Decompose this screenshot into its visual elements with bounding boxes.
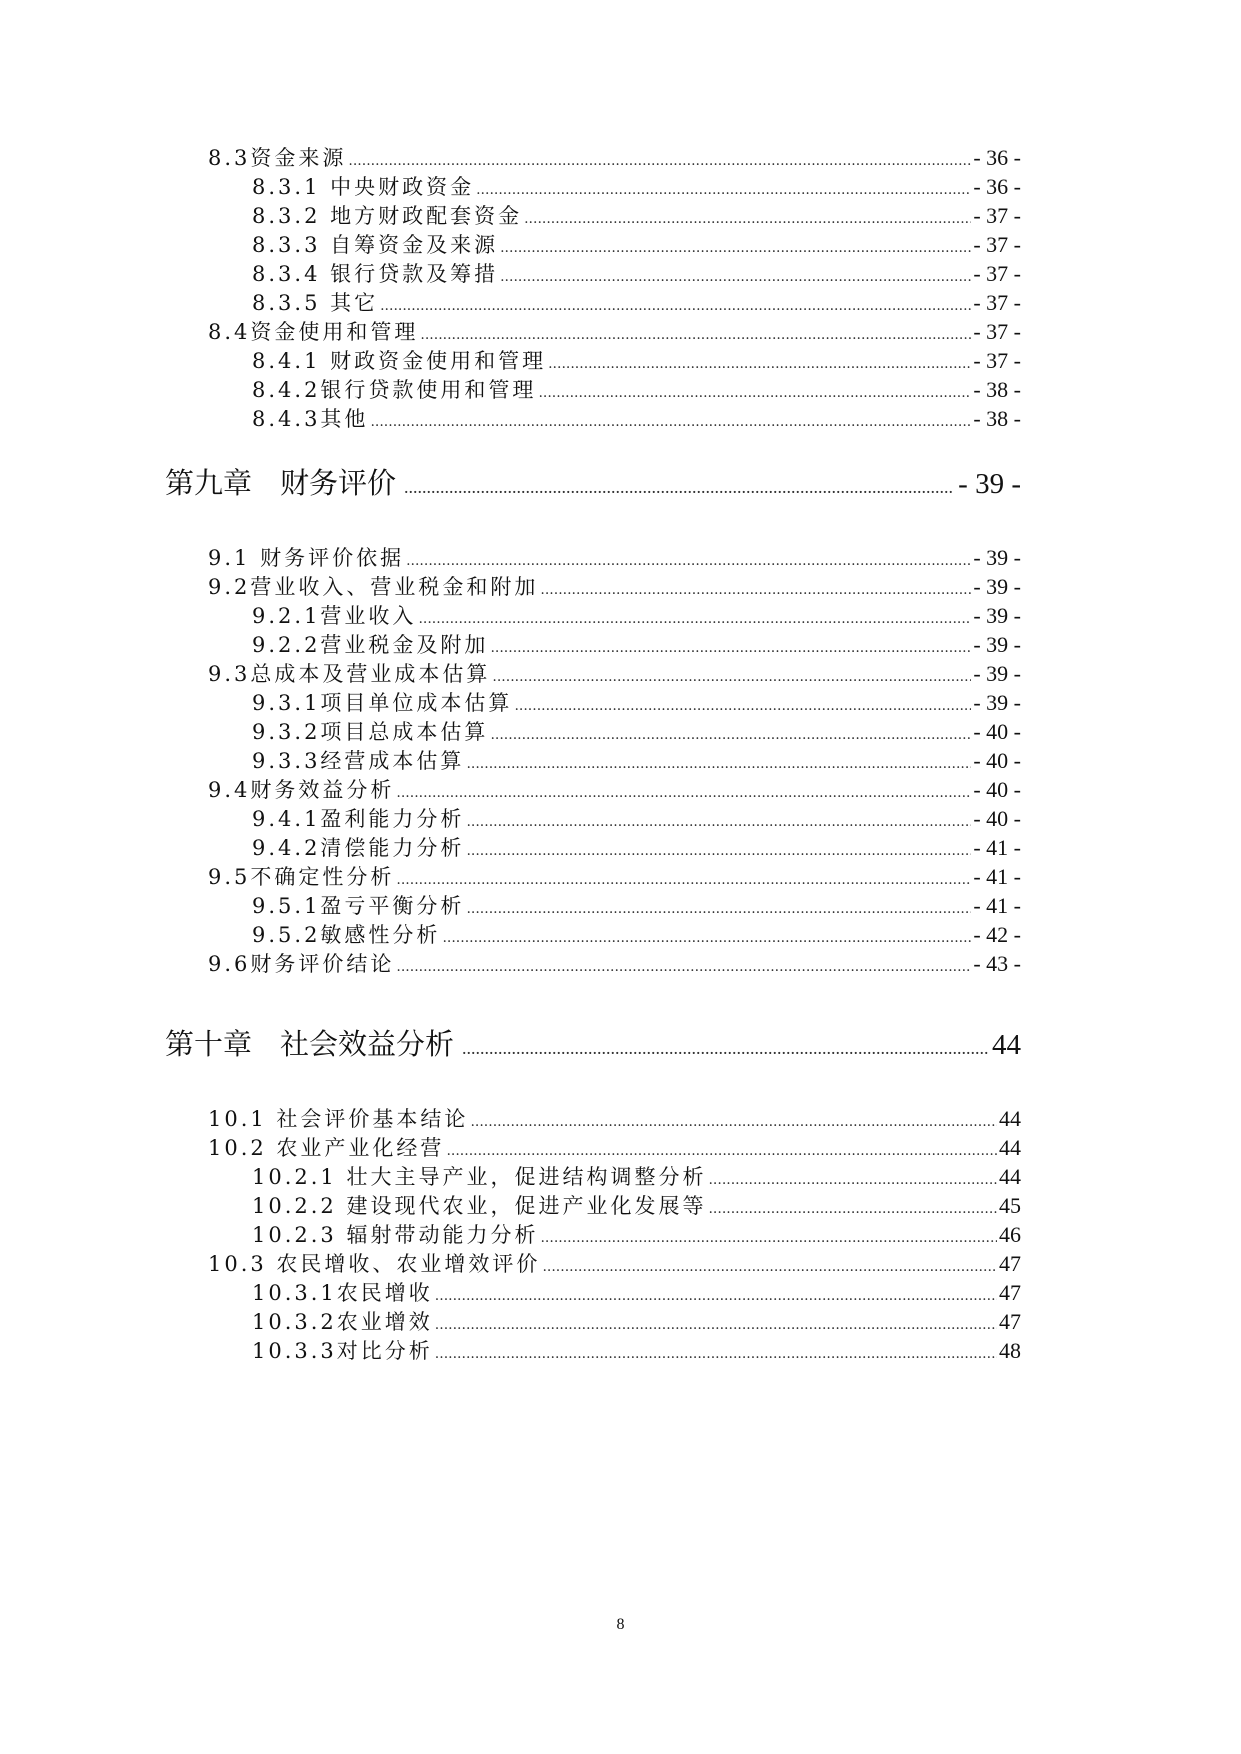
toc-entry-title: 10.2.1 壮大主导产业，促进结构调整分析 — [252, 1165, 707, 1189]
toc-page-number: - 36 - — [973, 145, 1021, 170]
toc-page-number: 44 — [999, 1135, 1021, 1160]
toc-entry-title: 9.5.2敏感性分析 — [252, 923, 441, 947]
toc-entry-title: 9.4.2清偿能力分析 — [252, 836, 465, 860]
toc-subsection-entry[interactable] — [252, 688, 1021, 718]
toc-entry-title: 10.3.1农民增收 — [252, 1281, 433, 1305]
toc-page-number: - 39 - — [973, 661, 1021, 686]
toc-page-number: 45 — [999, 1193, 1021, 1218]
toc-page-number: - 37 - — [973, 319, 1021, 344]
toc-section-entry[interactable] — [208, 1104, 1021, 1134]
toc-subsection-entry[interactable] — [252, 1162, 1021, 1192]
toc-entry-title: 8.4.3其他 — [252, 407, 369, 431]
toc-entry-title: 10.3.3对比分析 — [252, 1339, 433, 1363]
toc-entry-title: 9.3.3经营成本估算 — [252, 749, 465, 773]
toc-page-number: - 37 - — [973, 261, 1021, 286]
toc-page-number: - 40 - — [973, 719, 1021, 744]
toc-section-entry[interactable] — [208, 1133, 1021, 1163]
toc-section-entry[interactable] — [208, 543, 1021, 573]
toc-page-number: - 43 - — [973, 951, 1021, 976]
toc-entry-title: 9.3总成本及营业成本估算 — [208, 662, 491, 686]
toc-entry-title: 8.4.1 财政资金使用和管理 — [252, 349, 547, 373]
toc-subsection-entry[interactable] — [252, 230, 1021, 260]
toc-subsection-entry[interactable] — [252, 833, 1021, 863]
toc-section-entry[interactable] — [208, 1249, 1021, 1279]
toc-entry-title: 9.5.1盈亏平衡分析 — [252, 894, 465, 918]
toc-subsection-entry[interactable] — [252, 201, 1021, 231]
toc-entry-title: 9.3.1项目单位成本估算 — [252, 691, 513, 715]
dot-leader — [462, 1026, 988, 1070]
toc-subsection-entry[interactable] — [252, 172, 1021, 202]
toc-entry-title: 9.3.2项目总成本估算 — [252, 720, 489, 744]
toc-entry-title: 10.2.2 建设现代农业，促进产业化发展等 — [252, 1194, 707, 1218]
toc-entry-title: 8.3.5 其它 — [252, 291, 379, 315]
toc-section-entry[interactable] — [208, 949, 1021, 979]
toc-section-entry[interactable] — [208, 572, 1021, 602]
toc-section-entry[interactable] — [208, 775, 1021, 805]
toc-entry-title: 10.2 农业产业化经营 — [208, 1136, 445, 1160]
toc-entry-title: 9.2营业收入、营业税金和附加 — [208, 575, 539, 599]
chapter-number: 第十章 — [165, 1027, 253, 1061]
toc-page-number: - 40 - — [973, 748, 1021, 773]
toc-entry-title: 9.5不确定性分析 — [208, 865, 395, 889]
toc-page-number: - 39 - — [973, 545, 1021, 570]
toc-subsection-entry[interactable] — [252, 1307, 1021, 1337]
toc-page-number: - 40 - — [973, 777, 1021, 802]
toc-subsection-entry[interactable] — [252, 804, 1021, 834]
toc-page-number: - 37 - — [973, 348, 1021, 373]
toc-subsection-entry[interactable] — [252, 375, 1021, 405]
toc-entry-title: 8.4.2银行贷款使用和管理 — [252, 378, 537, 402]
toc-subsection-entry[interactable] — [252, 601, 1021, 631]
toc-subsection-entry[interactable] — [252, 1278, 1021, 1308]
toc-subsection-entry[interactable] — [252, 717, 1021, 747]
toc-page-number: - 36 - — [973, 174, 1021, 199]
toc-subsection-entry[interactable] — [252, 746, 1021, 776]
toc-chapter-heading[interactable] — [165, 461, 1021, 505]
toc-subsection-entry[interactable] — [252, 1220, 1021, 1250]
toc-page-number: 48 — [999, 1338, 1021, 1363]
toc-entry-title: 9.4财务效益分析 — [208, 778, 395, 802]
toc-entry-title: 10.3 农民增收、农业增效评价 — [208, 1252, 541, 1276]
toc-page-number: 44 — [999, 1164, 1021, 1189]
toc-page-number: - 42 - — [973, 922, 1021, 947]
toc-entry-title: 9.2.1营业收入 — [252, 604, 417, 628]
toc-page-number: - 40 - — [973, 806, 1021, 831]
toc-page-number: - 39 - — [973, 574, 1021, 599]
toc-section-entry[interactable] — [208, 659, 1021, 689]
toc-page-number: - 39 - — [973, 603, 1021, 628]
toc-page-number: - 41 - — [973, 864, 1021, 889]
toc-subsection-entry[interactable] — [252, 630, 1021, 660]
toc-subsection-entry[interactable] — [252, 288, 1021, 318]
toc-entry-title: 8.3.3 自筹资金及来源 — [252, 233, 499, 257]
toc-entry-title: 8.3.1 中央财政资金 — [252, 175, 475, 199]
toc-entry-title: 8.3.4 银行贷款及筹措 — [252, 262, 499, 286]
toc-subsection-entry[interactable] — [252, 346, 1021, 376]
toc-section-entry[interactable] — [208, 317, 1021, 347]
toc-chapter-heading[interactable] — [165, 1022, 1021, 1066]
chapter-title: 社会效益分析 — [280, 1027, 455, 1061]
toc-page-number: - 38 - — [973, 377, 1021, 402]
toc-entry-title: 8.3资金来源 — [208, 146, 347, 170]
toc-page-number: - 41 - — [973, 893, 1021, 918]
toc-section-entry[interactable] — [208, 862, 1021, 892]
chapter-number: 第九章 — [165, 466, 253, 500]
toc-entry-title: 10.3.2农业增效 — [252, 1310, 433, 1334]
toc-page-number: - 39 - — [973, 632, 1021, 657]
toc-page-number: 44 — [992, 1029, 1021, 1061]
toc-entry-title: 10.1 社会评价基本结论 — [208, 1107, 469, 1131]
toc-page-number: - 37 - — [973, 290, 1021, 315]
toc-subsection-entry[interactable] — [252, 1191, 1021, 1221]
dot-leader — [435, 1339, 997, 1369]
toc-entry-title: 10.2.3 辐射带动能力分析 — [252, 1223, 539, 1247]
chapter-title: 财务评价 — [280, 466, 397, 500]
dot-leader — [404, 465, 954, 509]
toc-entry-title: 8.3.2 地方财政配套资金 — [252, 204, 523, 228]
toc-page-number: 46 — [999, 1222, 1021, 1247]
toc-section-entry[interactable] — [208, 143, 1021, 173]
toc-subsection-entry[interactable] — [252, 891, 1021, 921]
dot-leader — [370, 407, 971, 437]
toc-page-number: 47 — [999, 1251, 1021, 1276]
toc-subsection-entry[interactable] — [252, 920, 1021, 950]
toc-entry-title: 9.4.1盈利能力分析 — [252, 807, 465, 831]
toc-page-number: - 38 - — [973, 406, 1021, 431]
toc-page-number: - 37 - — [973, 232, 1021, 257]
dot-leader — [396, 952, 971, 982]
toc-subsection-entry[interactable] — [252, 404, 1021, 434]
toc-page-number: 47 — [999, 1280, 1021, 1305]
toc-entry-title: 9.1 财务评价依据 — [208, 546, 405, 570]
page-number: 8 — [616, 1616, 625, 1633]
toc-subsection-entry[interactable] — [252, 1336, 1021, 1366]
toc-page-number: - 37 - — [973, 203, 1021, 228]
toc-page-number: - 39 - — [973, 690, 1021, 715]
toc-page-number: 44 — [999, 1106, 1021, 1131]
toc-entry-title: 9.6财务评价结论 — [208, 952, 395, 976]
toc-page-number: 47 — [999, 1309, 1021, 1334]
toc-entry-title: 8.4资金使用和管理 — [208, 320, 419, 344]
toc-page-number: - 39 - — [958, 468, 1021, 500]
toc-page-number: - 41 - — [973, 835, 1021, 860]
toc-subsection-entry[interactable] — [252, 259, 1021, 289]
toc-entry-title: 9.2.2营业税金及附加 — [252, 633, 489, 657]
